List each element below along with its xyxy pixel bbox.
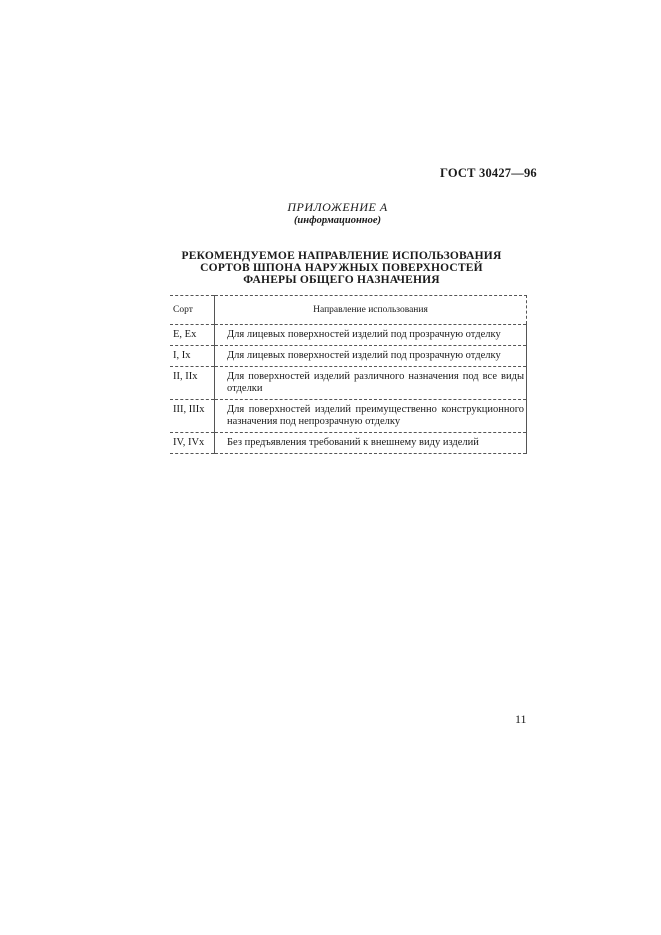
- grade-cell: III, IIIх: [170, 400, 215, 433]
- column-header-grade: Сорт: [170, 296, 215, 325]
- grade-cell: II, IIх: [170, 367, 215, 400]
- table-row: [170, 346, 527, 367]
- appendix-title: ПРИЛОЖЕНИЕ А: [287, 200, 388, 214]
- standard-code: ГОСТ 30427—96: [440, 166, 537, 180]
- use-cell: Для лицевых поверхностей изделий под прозрачную отделку: [215, 346, 527, 367]
- table-row: [170, 325, 527, 346]
- table-row: [170, 400, 527, 433]
- appendix-subtitle: (информационное): [293, 215, 382, 226]
- document-title-line: ФАНЕРЫ ОБЩЕГО НАЗНАЧЕНИЯ: [243, 274, 440, 286]
- document-title: [0, 250, 661, 286]
- column-header-use: Направление использования: [215, 296, 527, 325]
- page-number: 11: [515, 712, 527, 726]
- grade-cell: IV, IVх: [170, 433, 215, 454]
- use-cell: Без предъявления требований к внешнему виду изделий: [215, 433, 527, 454]
- grade-cell: I, Iх: [170, 346, 215, 367]
- document-title-line: РЕКОМЕНДУЕМОЕ НАПРАВЛЕНИЕ ИСПОЛЬЗОВАНИЯ: [181, 250, 502, 262]
- table-row: [170, 433, 527, 454]
- veneer-grade-table: [170, 295, 527, 454]
- table-row: [170, 367, 527, 400]
- use-cell: Для поверхностей изделий преимущественно конструкционного назначения под непрозрачную отделку: [215, 400, 527, 433]
- document-title-line: СОРТОВ ШПОНА НАРУЖНЫХ ПОВЕРХНОСТЕЙ: [200, 262, 483, 274]
- table-header-row: [170, 296, 527, 325]
- use-cell: Для поверхностей изделий различного назначения под все виды отделки: [215, 367, 527, 400]
- use-cell: Для лицевых поверхностей изделий под прозрачную отделку: [215, 325, 527, 346]
- appendix-heading: [0, 200, 661, 227]
- grade-cell: Е, Ех: [170, 325, 215, 346]
